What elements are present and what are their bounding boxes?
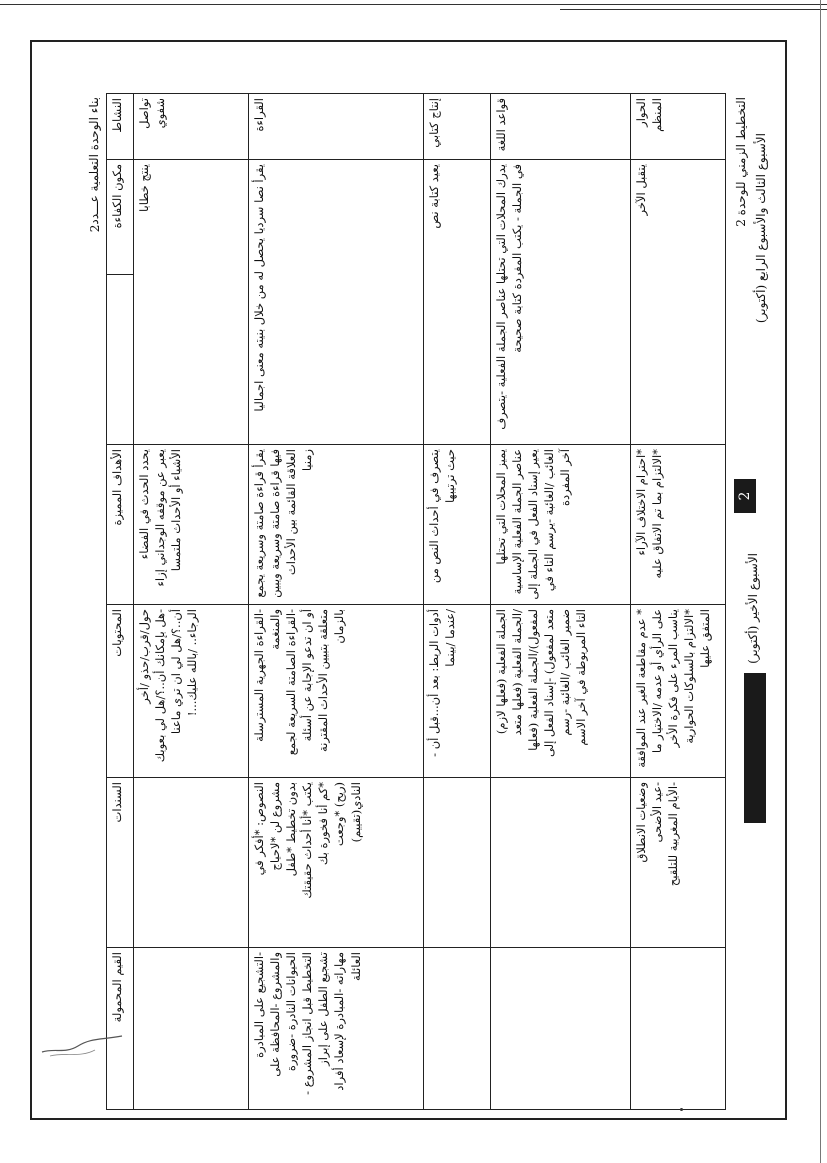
unit-title: بناء الوحدة التعلمية عـــدد <box>87 97 101 225</box>
values-cell <box>249 948 424 1110</box>
supports-cell-line: بدون تخطيط *طفل <box>284 782 299 877</box>
objectives-cell-line: يميز المحلات التي تحتلها <box>494 449 508 565</box>
contents-cell-line: -القراءة الصامتة السريعة لجمع <box>284 609 299 756</box>
supports-cell-line: -الأيام المغربية للتلقيح <box>666 782 681 887</box>
supports-cell <box>491 778 631 948</box>
supports-cell-line: النادي(تقييم) <box>348 782 363 843</box>
objectives-cell-line: يعبر عن موقفه الوجداني إزاء <box>153 449 168 587</box>
header-supports: السندات <box>107 778 134 948</box>
activity-cell: تواصل شفوي <box>134 94 249 160</box>
contents-cell-line: أو ان تدعو الإجابة عن أسئلة <box>300 609 315 742</box>
table-row <box>424 94 491 1110</box>
contents-cell-line: بالزمان <box>332 609 347 644</box>
supports-cell <box>631 778 726 948</box>
competence-cell: يقرأ نصا سرديا يحصل له من خلال بنيته معنى اجماليا <box>249 160 424 445</box>
unit-plan-table <box>106 93 726 1110</box>
competence-cell: ينتج خطابا <box>134 160 249 445</box>
objectives-cell-line: يتصرف في أحداث النص من <box>427 449 441 584</box>
contents-cell-line: -القراءة الجهرية المسترسلة <box>252 609 266 742</box>
contents-cell-line: المتفق عليها <box>698 609 713 668</box>
contents-cell <box>491 605 631 778</box>
values-cell <box>631 948 726 1110</box>
objectives-cell <box>134 445 249 605</box>
objectives-cell-line: يعير إسناد الفعل في الجملة إلى <box>526 449 541 600</box>
competence-cell: يدرك المحلات التي تحتلها عناصر الجملة الفعلية -يتصرف في الجملة - يكتب المفردة كتابة صحيحة <box>491 160 631 445</box>
redacted-bar <box>744 673 766 823</box>
schedule-footer <box>726 93 806 1109</box>
contents-cell <box>249 605 424 778</box>
objectives-cell-line: فيها قراءة صامتة وسريعة ويبين <box>268 449 283 598</box>
objectives-cell-line: الغائب /الغائبة -يرسم التاء في <box>542 449 557 592</box>
objectives-cell-line: آخر المفردة <box>558 449 573 506</box>
contents-cell-line: حول/قرب/حذو /أخر <box>137 609 151 704</box>
unit-number: 2 <box>87 224 102 233</box>
values-cell-line: تشجيع الطفل على إبراز <box>316 952 331 1066</box>
competence-cell: يعيد كتابة نص <box>424 160 491 445</box>
contents-cell-line: الجملة الفعلية (فعلها لازم) <box>494 609 508 735</box>
objectives-cell-line: الأشياء أو الأحداث ملتمسا <box>169 449 184 572</box>
contents-cell-line: والمنغمة <box>268 609 283 650</box>
contents-cell <box>424 605 491 778</box>
table-row <box>491 94 631 1110</box>
activity-cell: إنتاج كتابي <box>424 94 491 160</box>
objectives-cell-line: حيث ترتيبها <box>443 449 458 504</box>
contents-cell <box>631 605 726 778</box>
supports-cell <box>424 778 491 948</box>
supports-cell <box>249 778 424 948</box>
objectives-cell-line: يحدد الحدث في الفضاء <box>137 449 151 560</box>
contents-cell-line: ضمير الغائب /الغائبة -رسم <box>558 609 573 736</box>
header-competence-extra <box>107 275 134 445</box>
schedule-last-week: الأسبوع الأخير (أكتوبر) <box>746 553 760 664</box>
schedule-title: التخطيط الزمني للوحدة 2 <box>734 97 748 227</box>
objectives-cell <box>249 445 424 605</box>
contents-cell-line: التاء المربوطة في آخر الاسم <box>574 609 589 746</box>
contents-cell-line: -هل بإمكانك أن..؟/هل لي بعوبك <box>153 609 168 763</box>
header-competence: مكون الكفاءة <box>107 160 134 275</box>
contents-cell-line: متعد لمفعول) -إسناد الفعل إلى <box>542 609 557 758</box>
supports-cell-line: مشروع لن *لاحياج <box>268 782 283 871</box>
contents-cell-line: يناسب المرء على فكرة الأخر <box>666 609 681 748</box>
values-cell-line: -التشجيع على المبادرة <box>252 952 266 1058</box>
activity-cell: الحوار المنظم <box>631 94 726 160</box>
unit-header <box>82 93 106 1109</box>
values-cell-line: العائلة <box>348 952 363 981</box>
contents-cell <box>134 605 249 778</box>
objectives-cell-line: *احترام الاختلاف الآراء <box>634 449 648 556</box>
supports-cell-line: (ريح) *وجعت <box>332 782 347 847</box>
table-row <box>631 94 726 1110</box>
objectives-cell-line: العلاقة القائمة بين الأحداث زمنيا <box>284 449 315 576</box>
objectives-cell <box>491 445 631 605</box>
header-activity: النشاط <box>107 94 134 160</box>
header-contents: المحتويات <box>107 605 134 778</box>
unit-badge: 2 <box>734 479 756 513</box>
values-cell-line: والمشروع -المحافظة على <box>268 952 283 1077</box>
table-row <box>134 94 249 1110</box>
supports-cell-line: يكتب *أنا أحداث حقيقتك <box>300 782 315 899</box>
header-objectives: الأهداف المميزة <box>107 445 134 605</box>
contents-cell-line: أدوات الربط: بعد أن...قبل أن - <box>427 609 441 757</box>
values-cell-line: الحيوانات النادرة -ضرورة <box>284 952 299 1072</box>
page-top-rule-short <box>560 9 827 10</box>
page-top-rule <box>0 4 827 5</box>
supports-cell <box>134 778 249 948</box>
supports-cell-line: وضعيات الانطلاق <box>634 782 648 863</box>
table-row <box>249 94 424 1110</box>
objectives-cell-line: يقرأ قراءة صامتة وسريعة يجمع <box>252 449 266 598</box>
contents-cell-line: /الجملة الفعلية (فعلها متعد <box>510 609 525 736</box>
values-cell <box>134 948 249 1110</box>
objectives-cell-line: *الالتزام بما تم الاتفاق عليه <box>650 449 665 579</box>
supports-cell-line: -عيد الأضحى <box>650 782 665 843</box>
supports-cell-line: النصوص: *أفكر في <box>252 782 266 876</box>
contents-cell-line: على الرأي أو عدمه /الاختيار ما <box>650 609 665 754</box>
values-cell-line: مهاراته -المبادرة لإسعاد أفراد <box>332 952 347 1091</box>
page-dot <box>680 1108 683 1111</box>
supports-cell-line: *كم أنا فخورة بك <box>316 782 331 866</box>
handwritten-mark <box>40 1030 125 1060</box>
values-cell <box>491 948 631 1110</box>
page-edge-line <box>820 0 821 1163</box>
contents-cell-line: لمفعول)/الجملة الفعلية (فعلها <box>526 609 541 751</box>
contents-cell-line: متعلقة بتبيين الأحداث المقترنة <box>316 609 331 753</box>
header-values: القيم المحمولة <box>107 948 134 1110</box>
competence-cell: يتقبل الآخر <box>631 160 726 445</box>
contents-cell-line: *الالتزام بالسلوكات الحوارية <box>682 609 697 744</box>
objectives-cell <box>424 445 491 605</box>
contents-cell-line: الرجاء.. /بالله عليك...! <box>185 609 200 717</box>
contents-cell-line: * عدم مقاطعة الغير عند الموافقة <box>634 609 648 768</box>
objectives-cell-line: عناصر الجملة الفعلية الإساسية <box>510 449 525 595</box>
activity-cell: قواعد اللغة <box>491 94 631 160</box>
contents-cell-line: /عندما /بينما <box>443 609 458 667</box>
rotated-content <box>82 93 768 1109</box>
objectives-cell <box>631 445 726 605</box>
table-header-row <box>107 94 134 1110</box>
schedule-weeks: الأسبوع الثالث والأسبوع الرابع (أكتوبر) <box>754 133 768 324</box>
contents-cell-line: أن..؟/هل لي ان تري ماعنا <box>169 609 184 735</box>
values-cell <box>424 948 491 1110</box>
values-cell-line: التخطيط قبل انجاز المشروع - <box>300 952 315 1095</box>
activity-cell: القراءة <box>249 94 424 160</box>
